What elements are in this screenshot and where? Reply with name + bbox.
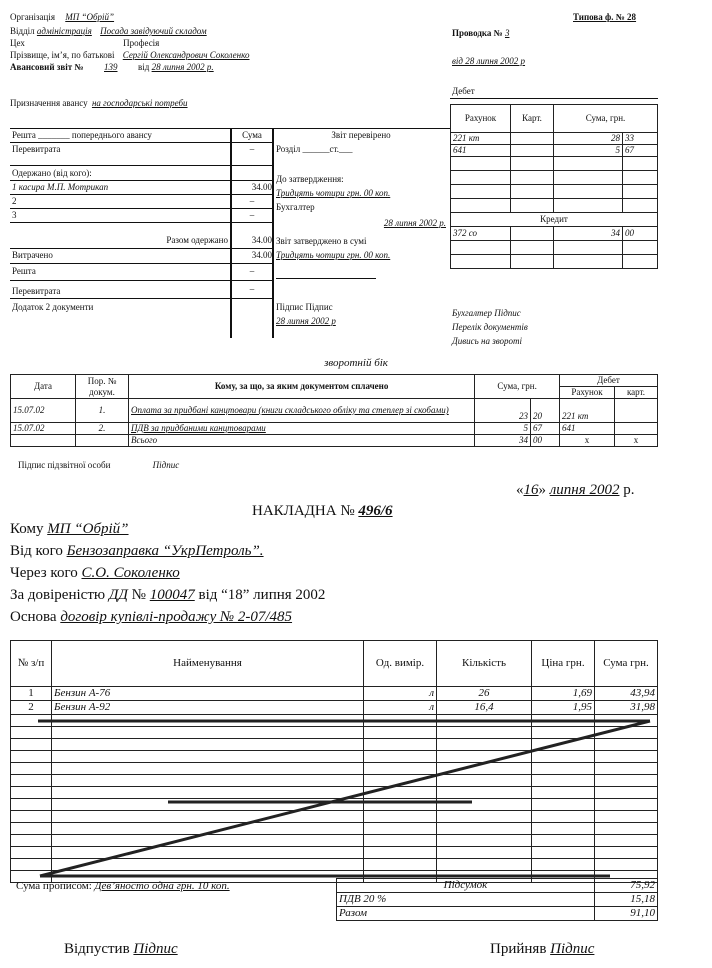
debit-account: 221 кт bbox=[451, 133, 511, 145]
shop-line bbox=[10, 38, 159, 49]
credit-card bbox=[511, 227, 554, 241]
report-label: Авансовий звіт № bbox=[10, 62, 84, 72]
total-value: 91,10 bbox=[595, 907, 658, 921]
credit-grn: 34 bbox=[554, 227, 623, 241]
rev-acc: х bbox=[560, 435, 615, 447]
inv-price: 1,95 bbox=[532, 701, 595, 715]
released-line bbox=[64, 940, 178, 958]
advance-sum-received-2: – bbox=[249, 196, 255, 206]
advance-sum-rest: – bbox=[249, 266, 255, 276]
inv-name: Бензин А-92 bbox=[52, 701, 364, 715]
invoice-basis-line bbox=[10, 608, 292, 626]
advance-sum-total-received: 34.00 bbox=[251, 235, 272, 245]
rev-kop: 20 bbox=[531, 399, 560, 423]
invoice-to-label: Кому bbox=[10, 521, 44, 537]
debit-card bbox=[511, 145, 554, 157]
invoice-via-value: С.О. Соколенко bbox=[81, 565, 180, 581]
inv-unit: л bbox=[364, 701, 437, 715]
inv-price: 1,69 bbox=[532, 687, 595, 701]
approved-amount: Тридцять чотири грн. 00 коп. bbox=[276, 250, 391, 260]
advance-label-received: Одержано (від кого): bbox=[12, 168, 92, 178]
advance-label-overspend-2: Перевитрата bbox=[12, 286, 61, 296]
rev-date: 15.07.02 bbox=[11, 423, 76, 435]
report-line bbox=[10, 62, 214, 73]
total-label: Разом bbox=[337, 907, 595, 921]
inv-header-no: № з/п bbox=[11, 641, 52, 687]
total-row bbox=[337, 907, 658, 921]
rev-acc: 641 bbox=[560, 423, 615, 435]
subtotal-row bbox=[337, 879, 658, 893]
rev-card bbox=[615, 423, 658, 435]
subtotal-label: Підсумок bbox=[337, 879, 595, 893]
org-label: Організація bbox=[10, 12, 56, 22]
invoice-from-line bbox=[10, 542, 587, 560]
accountant-label: Бухгалтер bbox=[276, 202, 315, 212]
table-row bbox=[11, 435, 658, 447]
inv-header-unit: Од. вимір. bbox=[364, 641, 437, 687]
rev-header-desc: Кому, за що, за яким документом сплачено bbox=[129, 375, 475, 399]
vat-label: ПДВ 20 % bbox=[337, 893, 595, 907]
rev-desc: Оплата за придбані канцтовари (книги складського обліку та степлер зі скобами) bbox=[129, 399, 475, 423]
debit-header-card: Карт. bbox=[511, 105, 554, 133]
inv-no: 1 bbox=[11, 687, 52, 701]
invoice-from-value: Бензозаправка “УкрПетроль”. bbox=[66, 543, 264, 559]
rev-no: 2. bbox=[76, 423, 129, 435]
report-section: Розділ ______ст.___ bbox=[276, 144, 353, 154]
invoice-via-label: Через кого bbox=[10, 565, 78, 581]
advance-sum-received-3: – bbox=[249, 210, 255, 220]
form-type: Типова ф. № 28 bbox=[573, 12, 637, 22]
profession-label: Професія bbox=[123, 38, 160, 48]
rev-no bbox=[76, 435, 129, 447]
advance-label-received-2: 2 bbox=[12, 196, 17, 206]
table-row bbox=[11, 399, 658, 423]
rev-header-date: Дата bbox=[11, 375, 76, 399]
debit-row bbox=[451, 145, 658, 157]
advance-label-total-received: Разом одержано bbox=[166, 235, 228, 245]
rev-grn: 34 bbox=[475, 435, 531, 447]
rev-kop: 67 bbox=[531, 423, 560, 435]
debit-row bbox=[451, 133, 658, 145]
org-value: МП “Обрій” bbox=[65, 12, 115, 22]
inv-header-name: Найменування bbox=[52, 641, 364, 687]
invoice-from-label: Від кого bbox=[10, 543, 63, 559]
rev-desc: ПДВ за придбаними канцтоварами bbox=[129, 423, 475, 435]
advance-label-spent: Витрачено bbox=[12, 250, 53, 260]
advance-label-remainder: Решта _______ попереднього авансу bbox=[12, 130, 152, 140]
approved-sign-date: 28 липня 2002 р bbox=[276, 316, 336, 326]
received-label: Прийняв bbox=[490, 941, 547, 957]
invoice-title-label: НАКЛАДНА № bbox=[252, 503, 355, 519]
rev-date: 15.07.02 bbox=[11, 399, 76, 423]
rev-header-account: Рахунок bbox=[560, 387, 615, 399]
report-date: 28 липня 2002 р. bbox=[151, 62, 214, 72]
inv-unit: л bbox=[364, 687, 437, 701]
debit-account: 641 bbox=[451, 145, 511, 157]
approve-amount: Тридцять чотири грн. 00 коп. bbox=[276, 188, 391, 198]
sum-words-value: Дев’яносто одна грн. 10 коп. bbox=[94, 880, 230, 892]
posting-label: Проводка № bbox=[452, 28, 503, 38]
name-label: Прізвище, ім’я, по батькові bbox=[10, 50, 115, 60]
strike-lines bbox=[10, 716, 658, 886]
rev-header-card: карт. bbox=[615, 387, 658, 399]
credit-kop: 00 bbox=[623, 227, 658, 241]
report-no: 139 bbox=[104, 62, 118, 72]
reverse-title: зворотній бік bbox=[324, 357, 388, 369]
debit-grn: 28 bbox=[554, 133, 623, 145]
table-row bbox=[11, 423, 658, 435]
inv-header-qty: Кількість bbox=[437, 641, 532, 687]
invoice-date: «16» липня 2002 р. bbox=[516, 482, 635, 498]
vat-row bbox=[337, 893, 658, 907]
released-sign: Підпис bbox=[133, 941, 178, 957]
advance-label-received-1: 1 касира М.П. Мотрикап bbox=[12, 182, 109, 192]
name-value: Сергій Олександрович Соколенко bbox=[122, 50, 250, 60]
advance-label-received-3: 3 bbox=[12, 210, 17, 220]
invoice-via-line bbox=[10, 564, 180, 582]
received-line bbox=[490, 940, 594, 958]
invoice-proxy-no-label: № bbox=[131, 587, 146, 603]
position-value: Посада завідуючий складом bbox=[100, 26, 207, 36]
bottom-accountant: Бухгалтер Підпис bbox=[452, 308, 521, 318]
invoice-basis-label: Основа bbox=[10, 609, 57, 625]
invoice-date-day: 16 bbox=[523, 482, 539, 498]
rev-desc: Всього bbox=[129, 435, 475, 447]
purpose-label: Призначення авансу bbox=[10, 98, 88, 108]
to-approve: До затвердження: bbox=[276, 174, 344, 184]
rev-grn: 5 bbox=[475, 423, 531, 435]
inv-header-sum: Сума грн. bbox=[595, 641, 658, 687]
posting-date: від 28 липня 2002 р bbox=[452, 56, 526, 66]
advance-sum-header: Сума bbox=[242, 130, 262, 140]
dept-line bbox=[10, 26, 207, 37]
reverse-sign-label: Підпис підзвітної особи bbox=[18, 460, 111, 470]
inv-no: 2 bbox=[11, 701, 52, 715]
totals-table bbox=[336, 878, 658, 921]
advance-sum-received-1: 34.00 bbox=[251, 182, 272, 192]
rev-grn: 23 bbox=[475, 399, 531, 423]
debit-title: Дебет bbox=[452, 86, 475, 96]
reverse-sign-value: Підпис bbox=[152, 460, 180, 470]
credit-title: Кредит bbox=[451, 213, 658, 227]
inv-sum: 31,98 bbox=[595, 701, 658, 715]
posting-line bbox=[452, 28, 605, 39]
rev-card bbox=[615, 399, 658, 423]
advance-label-rest: Решта bbox=[12, 266, 36, 276]
inv-qty: 26 bbox=[437, 687, 532, 701]
invoice-title bbox=[252, 502, 393, 520]
invoice-basis-value: договір купівлі-продажу № 2-07/485 bbox=[60, 609, 293, 625]
debit-kop: 33 bbox=[623, 133, 658, 145]
rev-header-sum: Сума, грн. bbox=[475, 375, 560, 399]
advance-sum-overspend: – bbox=[249, 144, 255, 154]
subtotal-value: 75,92 bbox=[595, 879, 658, 893]
name-line bbox=[10, 50, 250, 61]
invoice-to-value: МП “Обрій” bbox=[47, 521, 129, 537]
rev-acc: 221 кт bbox=[560, 399, 615, 423]
rev-header-no: Пор. № докум. bbox=[76, 375, 129, 399]
debit-header-sum: Сума, грн. bbox=[554, 105, 658, 133]
purpose-line bbox=[10, 98, 262, 109]
released-label: Відпустив bbox=[64, 941, 130, 957]
sum-words-line bbox=[16, 880, 230, 893]
received-sign: Підпис bbox=[550, 941, 595, 957]
inv-qty: 16,4 bbox=[437, 701, 532, 715]
advance-label-attachment: Додаток 2 документи bbox=[12, 302, 94, 312]
credit-row bbox=[451, 227, 658, 241]
invoice-to-line bbox=[10, 520, 587, 538]
debit-grn: 5 bbox=[554, 145, 623, 157]
dept-value: адміністрація bbox=[36, 26, 92, 36]
reverse-table bbox=[10, 374, 658, 447]
rev-header-debit: Дебет bbox=[560, 375, 658, 387]
dept-label: Відділ bbox=[10, 26, 35, 36]
table-row bbox=[11, 687, 658, 701]
org-line bbox=[10, 12, 114, 23]
inv-header-price: Ціна грн. bbox=[532, 641, 595, 687]
posting-value: 3 bbox=[504, 28, 510, 38]
see-reverse-label: Дивись на звороті bbox=[452, 336, 522, 346]
reverse-sign-line bbox=[18, 460, 179, 471]
debit-header-account: Рахунок bbox=[451, 105, 511, 133]
invoice-proxy-label: За довіреністю bbox=[10, 587, 106, 603]
advance-label-overspend: Перевитрата bbox=[12, 144, 61, 154]
report-checked: Звіт перевірено bbox=[331, 130, 391, 140]
invoice-date-suffix: р. bbox=[623, 482, 635, 498]
debit-kop: 67 bbox=[623, 145, 658, 157]
sum-words-label: Сума прописом: bbox=[16, 880, 92, 892]
docs-list-label: Перелік документів bbox=[452, 322, 528, 332]
invoice-date-month: липня 2002 bbox=[549, 482, 620, 498]
table-row bbox=[11, 701, 658, 715]
advance-sum-overspend-2: – bbox=[249, 284, 255, 294]
invoice-proxy-no: 100047 bbox=[149, 587, 195, 603]
shop-label: Цех bbox=[10, 38, 25, 48]
purpose-value: на господарські потреби bbox=[91, 98, 188, 108]
rev-no: 1. bbox=[76, 399, 129, 423]
inv-sum: 43,94 bbox=[595, 687, 658, 701]
vat-value: 15,18 bbox=[595, 893, 658, 907]
debit-card bbox=[511, 133, 554, 145]
rev-card: х bbox=[615, 435, 658, 447]
invoice-proxy-line bbox=[10, 586, 325, 604]
approved-sign: Підпис Підпис bbox=[276, 302, 333, 312]
invoice-proxy-date: від “18” липня 2002 bbox=[198, 587, 326, 603]
approved-label: Звіт затверджено в сумі bbox=[276, 236, 367, 246]
report-date-prefix: від bbox=[138, 62, 150, 72]
invoice-proxy-series: ДД bbox=[108, 587, 128, 603]
invoice-number: 496/6 bbox=[358, 503, 393, 519]
rev-date bbox=[11, 435, 76, 447]
advance-sum-spent: 34.00 bbox=[251, 250, 272, 260]
credit-account: 372 со bbox=[451, 227, 511, 241]
rev-kop: 00 bbox=[531, 435, 560, 447]
inv-name: Бензин А-76 bbox=[52, 687, 364, 701]
accountant-date: 28 липня 2002 р. bbox=[383, 218, 446, 228]
debit-table bbox=[450, 104, 658, 269]
